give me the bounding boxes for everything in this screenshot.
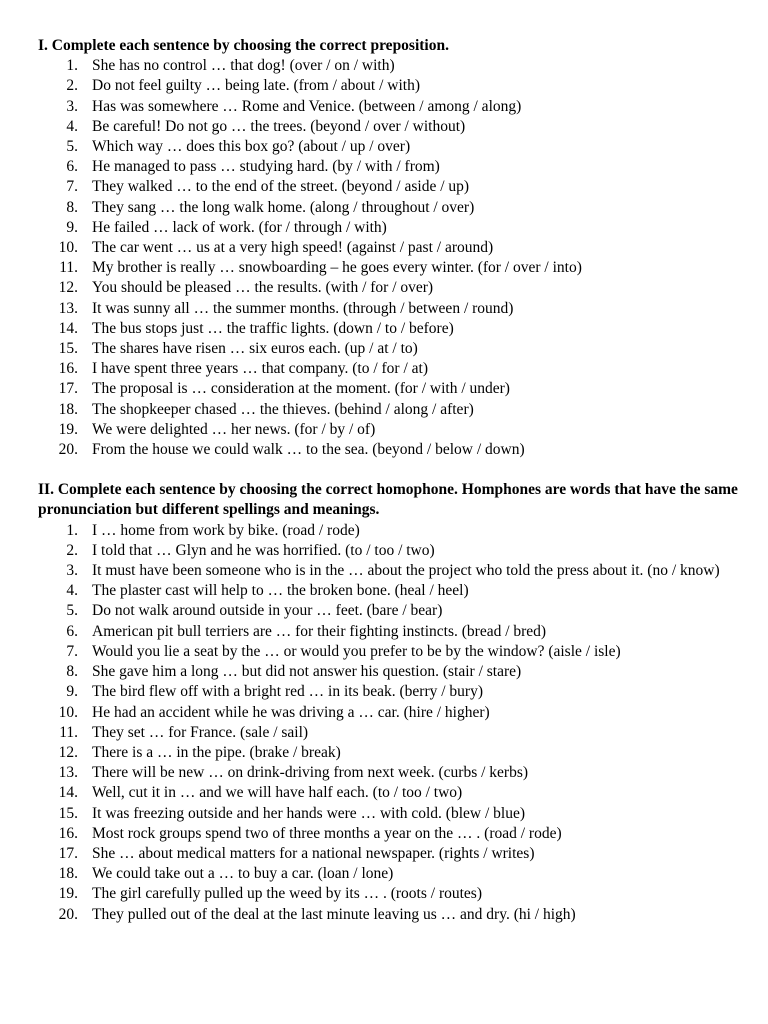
item-number: 8. xyxy=(66,663,78,681)
item-number: 16. xyxy=(58,360,78,378)
list-item xyxy=(38,703,768,723)
section-homophones xyxy=(38,480,768,924)
item-text: Do not feel guilty … being late. (from / about / with) xyxy=(92,77,421,95)
item-text: Do not walk around outside in your … feet. (bare / bear) xyxy=(92,602,443,620)
list-item xyxy=(38,743,768,763)
list-item xyxy=(38,299,768,319)
list-item xyxy=(38,561,768,581)
item-number: 7. xyxy=(66,642,78,660)
item-text: Has was somewhere … Rome and Venice. (between / among / along) xyxy=(92,97,522,115)
list-item xyxy=(38,359,768,379)
item-text: From the house we could walk … to the sea. (beyond / below / down) xyxy=(92,441,525,459)
item-text: The plaster cast will help to … the broken bone. (heal / heel) xyxy=(92,582,469,600)
item-number: 17. xyxy=(58,844,78,862)
item-text: There is a … in the pipe. (brake / break) xyxy=(92,743,341,761)
list-item xyxy=(38,157,768,177)
item-number: 9. xyxy=(66,218,78,236)
list-item xyxy=(38,319,768,339)
item-text: The girl carefully pulled up the weed by its … . (roots / routes) xyxy=(92,885,482,903)
item-number: 4. xyxy=(66,117,78,135)
item-text: I … home from work by bike. (road / rode) xyxy=(92,521,360,539)
item-number: 16. xyxy=(58,824,78,842)
item-number: 3. xyxy=(66,562,78,580)
item-text: My brother is really … snowboarding – he goes every winter. (for / over / into) xyxy=(92,259,582,277)
item-number: 19. xyxy=(58,420,78,438)
item-number: 12. xyxy=(58,743,78,761)
item-text: The shopkeeper chased … the thieves. (behind / along / after) xyxy=(92,400,474,418)
section-prepositions xyxy=(38,36,768,460)
item-number: 2. xyxy=(66,77,78,95)
section-1-title: I. Complete each sentence by choosing the correct preposition. xyxy=(38,37,449,54)
item-number: 15. xyxy=(58,804,78,822)
item-text: They walked … to the end of the street. (beyond / aside / up) xyxy=(92,178,470,196)
item-number: 1. xyxy=(66,521,78,539)
item-number: 20. xyxy=(58,905,78,923)
item-text: We were delighted … her news. (for / by / of) xyxy=(92,420,376,438)
item-number: 7. xyxy=(66,178,78,196)
item-number: 6. xyxy=(66,158,78,176)
item-number: 6. xyxy=(66,622,78,640)
list-item xyxy=(38,884,768,904)
item-text: Be careful! Do not go … the trees. (beyond / over / without) xyxy=(92,117,466,135)
item-number: 5. xyxy=(66,602,78,620)
list-item xyxy=(38,783,768,803)
item-number: 2. xyxy=(66,541,78,559)
item-number: 15. xyxy=(58,340,78,358)
list-item xyxy=(38,339,768,359)
item-number: 20. xyxy=(58,441,78,459)
item-text: Well, cut it in … and we will have half each. (to / too / two) xyxy=(92,784,463,802)
item-text: The car went … us at a very high speed! (against / past / around) xyxy=(92,239,494,257)
item-text: There will be new … on drink-driving from next week. (curbs / kerbs) xyxy=(92,764,529,782)
item-text: The shares have risen … six euros each. (up / at / to) xyxy=(92,340,418,358)
item-number: 11. xyxy=(59,259,78,277)
item-text: Which way … does this box go? (about / up / over) xyxy=(92,138,411,156)
item-text: You should be pleased … the results. (with / for / over) xyxy=(92,279,434,297)
item-number: 13. xyxy=(58,299,78,317)
list-item xyxy=(38,238,768,258)
list-item xyxy=(38,177,768,197)
item-number: 14. xyxy=(58,319,78,337)
item-text: They pulled out of the deal at the last minute leaving us … and dry. (hi / high) xyxy=(92,905,576,923)
item-text: I have spent three years … that company. (to / for / at) xyxy=(92,360,428,378)
item-text: The bus stops just … the traffic lights. (down / to / before) xyxy=(92,319,454,337)
item-text: She … about medical matters for a national newspaper. (rights / writes) xyxy=(92,844,535,862)
list-item xyxy=(38,581,768,601)
list-item xyxy=(38,642,768,662)
item-number: 8. xyxy=(66,198,78,216)
section-2-title: II. Complete each sentence by choosing the correct homophone. Homphones are words that have the same pronunciation but different spellings and meanings. xyxy=(38,481,738,519)
item-text: She has no control … that dog! (over / on / with) xyxy=(92,57,395,75)
item-text: I told that … Glyn and he was horrified. (to / too / two) xyxy=(92,541,435,559)
list-item xyxy=(38,76,768,96)
list-item xyxy=(38,218,768,238)
list-item xyxy=(38,682,768,702)
item-text: He managed to pass … studying hard. (by / with / from) xyxy=(92,158,440,176)
item-text: We could take out a … to buy a car. (loan / lone) xyxy=(92,865,394,883)
item-number: 13. xyxy=(58,764,78,782)
item-text: American pit bull terriers are … for their fighting instincts. (bread / bred) xyxy=(92,622,547,640)
homophone-list xyxy=(38,521,768,925)
list-item xyxy=(38,723,768,743)
list-item xyxy=(38,440,768,460)
list-item xyxy=(38,804,768,824)
list-item xyxy=(38,137,768,157)
preposition-list xyxy=(38,56,768,460)
item-number: 1. xyxy=(66,57,78,75)
item-text: They set … for France. (sale / sail) xyxy=(92,723,309,741)
list-item xyxy=(38,56,768,76)
list-item xyxy=(38,521,768,541)
list-item xyxy=(38,379,768,399)
item-number: 10. xyxy=(58,703,78,721)
item-text: He had an accident while he was driving a … car. (hire / higher) xyxy=(92,703,490,721)
list-item xyxy=(38,117,768,137)
list-item xyxy=(38,622,768,642)
item-number: 3. xyxy=(66,97,78,115)
item-number: 18. xyxy=(58,400,78,418)
list-item xyxy=(38,198,768,218)
item-text: It was sunny all … the summer months. (through / between / round) xyxy=(92,299,514,317)
item-text: They sang … the long walk home. (along / throughout / over) xyxy=(92,198,475,216)
item-text: The bird flew off with a bright red … in its beak. (berry / bury) xyxy=(92,683,483,701)
item-text: He failed … lack of work. (for / through / with) xyxy=(92,218,387,236)
list-item xyxy=(38,662,768,682)
item-number: 17. xyxy=(58,380,78,398)
list-item xyxy=(38,541,768,561)
list-item xyxy=(38,864,768,884)
item-text: Would you lie a seat by the … or would you prefer to be by the window? (aisle / isle) xyxy=(92,642,621,660)
item-text: It was freezing outside and her hands were … with cold. (blew / blue) xyxy=(92,804,526,822)
item-text: Most rock groups spend two of three months a year on the … . (road / rode) xyxy=(92,824,562,842)
item-text: It must have been someone who is in the … about the project who told the press about it. (no / know) xyxy=(92,562,720,580)
item-number: 4. xyxy=(66,582,78,600)
item-text: She gave him a long … but did not answer his question. (stair / stare) xyxy=(92,663,522,681)
item-number: 19. xyxy=(58,885,78,903)
item-number: 9. xyxy=(66,683,78,701)
item-number: 18. xyxy=(58,865,78,883)
item-text: The proposal is … consideration at the moment. (for / with / under) xyxy=(92,380,510,398)
list-item xyxy=(38,278,768,298)
list-item xyxy=(38,400,768,420)
list-item xyxy=(38,420,768,440)
list-item xyxy=(38,824,768,844)
list-item xyxy=(38,905,768,925)
item-number: 5. xyxy=(66,138,78,156)
list-item xyxy=(38,763,768,783)
list-item xyxy=(38,601,768,621)
list-item xyxy=(38,97,768,117)
list-item xyxy=(38,258,768,278)
item-number: 10. xyxy=(58,239,78,257)
item-number: 12. xyxy=(58,279,78,297)
list-item xyxy=(38,844,768,864)
item-number: 11. xyxy=(59,723,78,741)
item-number: 14. xyxy=(58,784,78,802)
